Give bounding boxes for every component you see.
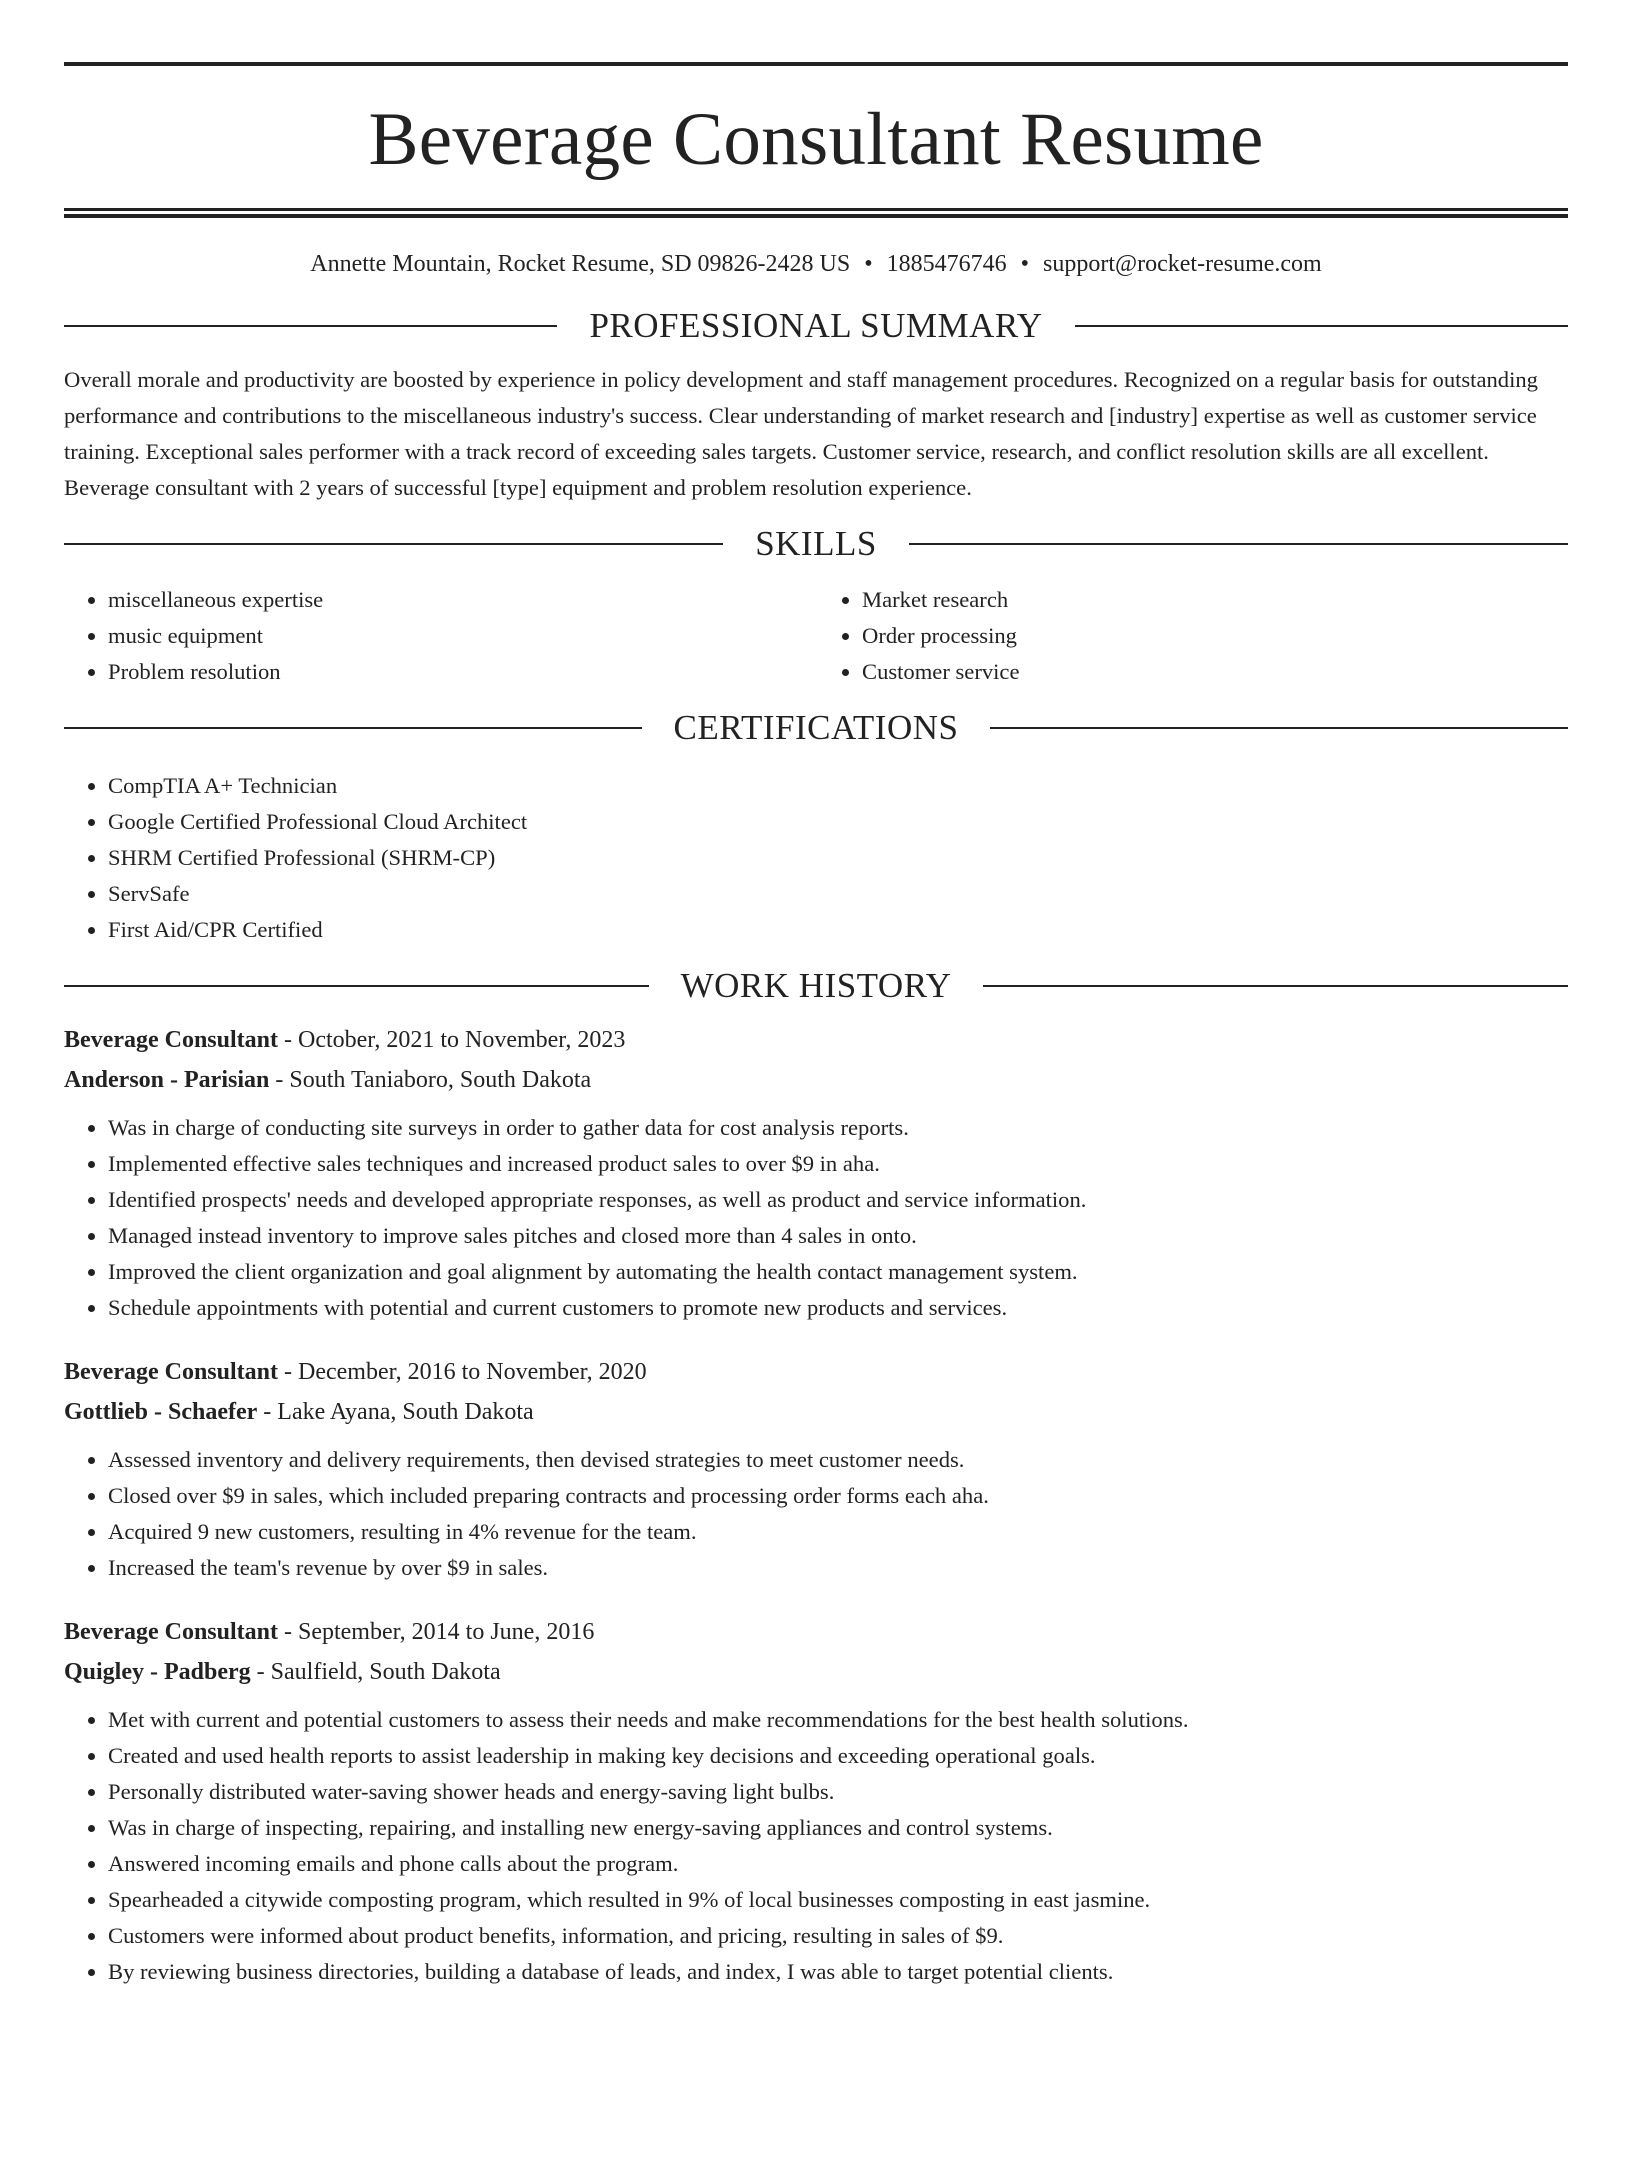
job-entry bbox=[64, 1020, 1568, 1326]
contact-email: support@rocket-resume.com bbox=[1043, 251, 1322, 277]
title-double-rule bbox=[64, 208, 1568, 218]
job-bullet: • Managed instead inventory to improve sales pitches and closed more than 4 sales in onto. bbox=[108, 1218, 1568, 1254]
job-bullet: • By reviewing business directories, building a database of leads, and index, I was able to target potential clients. bbox=[108, 1954, 1568, 1990]
list-item: • Google Certified Professional Cloud Architect bbox=[108, 804, 1568, 840]
section-rule-right bbox=[909, 543, 1568, 545]
section-rule-right bbox=[983, 985, 1568, 987]
job-bullet: • Identified prospects' needs and developed appropriate responses, as well as product and service information. bbox=[108, 1182, 1568, 1218]
list-item: • music equipment bbox=[108, 618, 814, 654]
job-dates: December, 2016 to November, 2020 bbox=[297, 1359, 647, 1385]
list-item: • CompTIA A+ Technician bbox=[108, 768, 1568, 804]
skills-heading: SKILLS bbox=[755, 524, 877, 563]
section-rule-right bbox=[990, 727, 1568, 729]
list-item: • miscellaneous expertise bbox=[108, 582, 814, 618]
job-company-line bbox=[64, 1060, 1568, 1100]
certifications-section-header bbox=[64, 708, 1568, 748]
section-rule-right bbox=[1075, 325, 1568, 327]
list-item: • First Aid/CPR Certified bbox=[108, 912, 1568, 948]
job-bullet: • Met with current and potential customers to assess their needs and make recommendations for the best health solutions. bbox=[108, 1702, 1568, 1738]
job-bullet: • Schedule appointments with potential and current customers to promote new products and services. bbox=[108, 1290, 1568, 1326]
contact-separator: • bbox=[864, 251, 873, 277]
list-item: • SHRM Certified Professional (SHRM-CP) bbox=[108, 840, 1568, 876]
list-item: • ServSafe bbox=[108, 876, 1568, 912]
job-bullets bbox=[64, 1702, 1568, 1990]
skills-columns bbox=[64, 582, 1568, 690]
summary-heading: PROFESSIONAL SUMMARY bbox=[589, 306, 1043, 345]
job-dash: - bbox=[250, 1659, 271, 1685]
section-rule-left bbox=[64, 543, 723, 545]
job-bullet: • Improved the client organization and goal alignment by automating the health contact management system. bbox=[108, 1254, 1568, 1290]
contact-separator: • bbox=[1020, 251, 1030, 277]
certifications-list bbox=[64, 768, 1568, 948]
job-bullet: • Customers were informed about product benefits, information, and pricing, resulting in sales of $9. bbox=[108, 1918, 1568, 1954]
job-title-line bbox=[64, 1612, 1568, 1652]
job-bullet: • Was in charge of conducting site surveys in order to gather data for cost analysis reports. bbox=[108, 1110, 1568, 1146]
job-dates: September, 2014 to June, 2016 bbox=[297, 1619, 595, 1645]
resume-title: Beverage Consultant Resume bbox=[368, 98, 1264, 181]
job-bullet: • Increased the team's revenue by over $9 in sales. bbox=[108, 1550, 1568, 1586]
job-company-line bbox=[64, 1392, 1568, 1432]
job-dash: - bbox=[277, 1027, 298, 1053]
job-bullet: • Acquired 9 new customers, resulting in 4% revenue for the team. bbox=[108, 1514, 1568, 1550]
job-bullet: • Spearheaded a citywide composting program, which resulted in 9% of local businesses composting in east jasmine. bbox=[108, 1882, 1568, 1918]
job-company: Quigley - Padberg bbox=[64, 1659, 251, 1685]
job-bullet: • Answered incoming emails and phone calls about the program. bbox=[108, 1846, 1568, 1882]
job-dash: - bbox=[277, 1359, 298, 1385]
contact-phone: 1885476746 bbox=[886, 251, 1007, 277]
job-dash: - bbox=[277, 1619, 298, 1645]
skills-section-header bbox=[64, 524, 1568, 564]
contact-address: Annette Mountain, Rocket Resume, SD 09826-2428 US bbox=[310, 251, 851, 277]
job-title-line bbox=[64, 1352, 1568, 1392]
certifications-heading: CERTIFICATIONS bbox=[673, 708, 959, 747]
summary-text: Overall morale and productivity are boosted by experience in policy development and staff management procedures. Recognized on a regular basis for outstanding performance and contributions to the miscellaneous industry's success. Clear understanding of market research and [industry] expertise as well as customer service training. Exceptional sales performer with a track record of exceeding sales targets. Customer service, research, and conflict resolution skills are all excellent. Beverage consultant with 2 years of successful [type] equipment and problem resolution experience. bbox=[64, 367, 1538, 500]
work-history-list bbox=[64, 1020, 1568, 1990]
job-company: Gottlieb - Schaefer bbox=[64, 1399, 258, 1425]
list-item: • Market research bbox=[862, 582, 1568, 618]
job-entry bbox=[64, 1612, 1568, 1990]
job-location: Saulfield, South Dakota bbox=[270, 1659, 501, 1685]
job-dates: October, 2021 to November, 2023 bbox=[297, 1027, 626, 1053]
contact-line bbox=[64, 249, 1568, 279]
skills-list-left bbox=[64, 582, 814, 690]
job-bullet: • Personally distributed water-saving shower heads and energy-saving light bulbs. bbox=[108, 1774, 1568, 1810]
list-item: • Order processing bbox=[862, 618, 1568, 654]
job-dash: - bbox=[269, 1067, 290, 1093]
job-bullet: • Created and used health reports to assist leadership in making key decisions and exceeding operational goals. bbox=[108, 1738, 1568, 1774]
work-section-header bbox=[64, 966, 1568, 1006]
list-item: • Customer service bbox=[862, 654, 1568, 690]
section-rule-left bbox=[64, 985, 649, 987]
job-location: South Taniaboro, South Dakota bbox=[289, 1067, 592, 1093]
section-rule-left bbox=[64, 325, 557, 327]
job-bullets bbox=[64, 1110, 1568, 1326]
summary-section-header bbox=[64, 306, 1568, 346]
job-title: Beverage Consultant bbox=[64, 1027, 278, 1053]
job-dash: - bbox=[257, 1399, 278, 1425]
job-bullet: • Assessed inventory and delivery requirements, then devised strategies to meet customer needs. bbox=[108, 1442, 1568, 1478]
job-bullet: • Implemented effective sales techniques and increased product sales to over $9 in aha. bbox=[108, 1146, 1568, 1182]
job-bullet: • Closed over $9 in sales, which included preparing contracts and processing order forms each aha. bbox=[108, 1478, 1568, 1514]
job-bullets bbox=[64, 1442, 1568, 1586]
resume-page bbox=[0, 62, 1632, 2174]
job-bullet: • Was in charge of inspecting, repairing, and installing new energy-saving appliances and control systems. bbox=[108, 1810, 1568, 1846]
list-item: • Problem resolution bbox=[108, 654, 814, 690]
skills-list-right bbox=[814, 582, 1568, 690]
job-entry bbox=[64, 1352, 1568, 1586]
work-heading: WORK HISTORY bbox=[680, 966, 952, 1005]
job-title: Beverage Consultant bbox=[64, 1359, 278, 1385]
job-title-line bbox=[64, 1020, 1568, 1060]
job-company: Anderson - Parisian bbox=[64, 1067, 270, 1093]
job-location: Lake Ayana, South Dakota bbox=[277, 1399, 534, 1425]
job-company-line bbox=[64, 1652, 1568, 1692]
job-title: Beverage Consultant bbox=[64, 1619, 278, 1645]
section-rule-left bbox=[64, 727, 642, 729]
